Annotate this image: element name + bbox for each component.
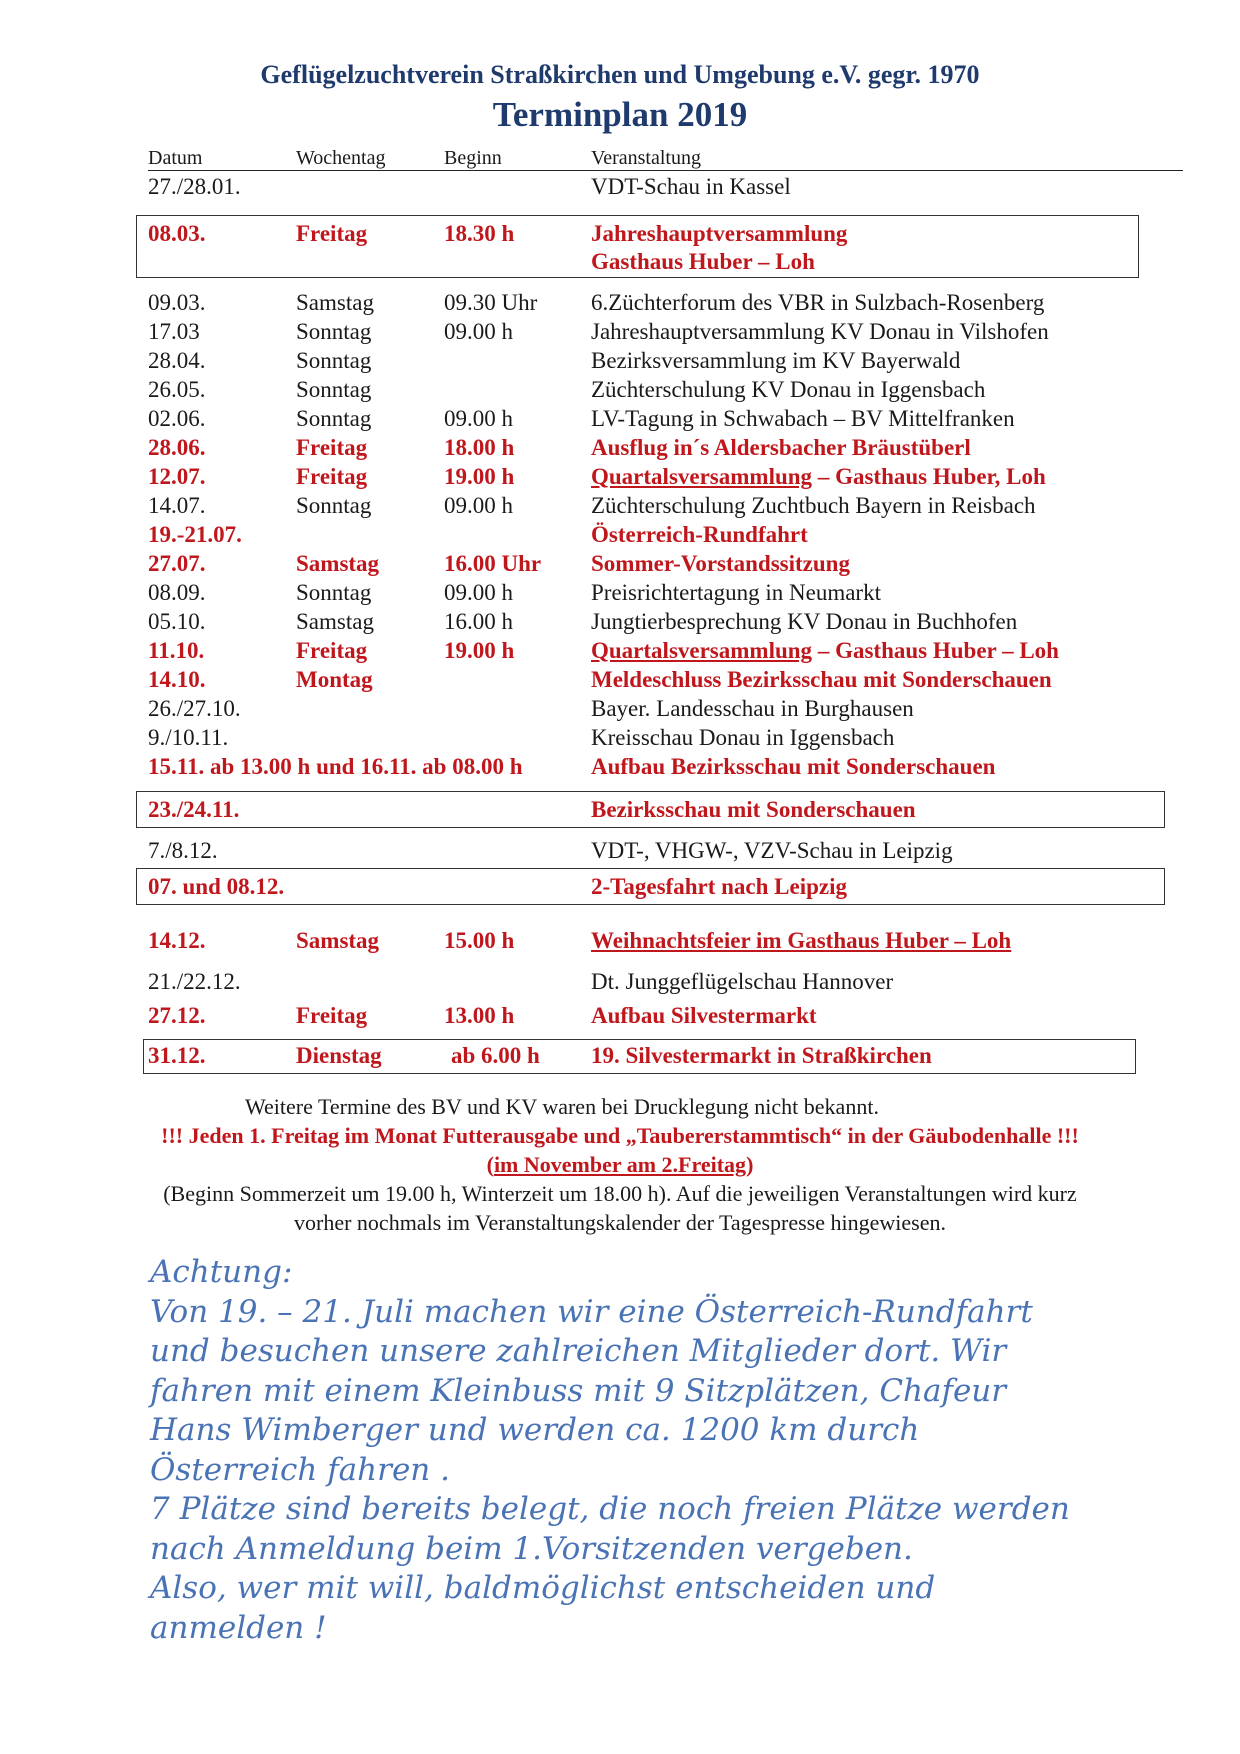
event-title: Jahreshauptversammlung bbox=[591, 221, 848, 246]
event-date: 14.07. bbox=[148, 493, 206, 518]
announcement-line: fahren mit einem Kleinbuss mit 9 Sitzplätzen, Chafeur bbox=[150, 1372, 1007, 1409]
event-row bbox=[148, 289, 1208, 317]
event-title: 6.Züchterforum des VBR in Sulzbach-Rosenberg bbox=[591, 290, 1045, 315]
event-title: Kreisschau Donau in Iggensbach bbox=[591, 725, 895, 750]
event-start: 19.00 h bbox=[444, 638, 515, 663]
event-start: 13.00 h bbox=[444, 1003, 515, 1028]
event-row bbox=[148, 347, 1208, 375]
note-november-text: im November am 2.Freitag bbox=[493, 1152, 747, 1177]
event-date: 14.12. bbox=[148, 928, 206, 953]
event-row bbox=[148, 666, 1208, 694]
event-title: Aufbau Bezirksschau mit Sonderschauen bbox=[591, 754, 996, 779]
event-date: 28.06. bbox=[148, 435, 206, 460]
event-title: LV-Tagung in Schwabach – BV Mittelfranken bbox=[591, 406, 1015, 431]
club-name: Geflügelzuchtverein Straßkirchen und Umgebung e.V. gegr. 1970 bbox=[260, 60, 980, 89]
note-press: vorher nochmals im Veranstaltungskalender der Tagespresse hingewiesen. bbox=[294, 1210, 946, 1235]
event-title: Sommer-Vorstandssitzung bbox=[591, 551, 850, 576]
event-row bbox=[148, 463, 1208, 491]
column-header-weekday: Wochentag bbox=[296, 147, 386, 169]
event-start: 19.00 h bbox=[444, 464, 515, 489]
event-title: Dt. Junggeflügelschau Hannover bbox=[591, 969, 894, 994]
event-weekday: Freitag bbox=[296, 638, 368, 663]
event-title: Weihnachtsfeier im Gasthaus Huber – Loh bbox=[591, 928, 1012, 953]
event-date: 08.03. bbox=[148, 221, 206, 246]
event-date: 11.10. bbox=[148, 638, 205, 663]
event-row bbox=[148, 173, 1208, 201]
event-date: 19.-21.07. bbox=[148, 522, 242, 547]
event-weekday: Dienstag bbox=[296, 1043, 382, 1068]
event-weekday: Freitag bbox=[296, 435, 368, 460]
event-weekday: Samstag bbox=[296, 609, 374, 634]
event-weekday: Freitag bbox=[296, 1003, 368, 1028]
event-title-underlined: Quartalsversammlung bbox=[591, 638, 813, 663]
event-weekday: Sonntag bbox=[296, 319, 372, 344]
event-weekday: Montag bbox=[296, 667, 373, 692]
announcement-line: und besuchen unsere zahlreichen Mitglieder dort. Wir bbox=[150, 1333, 1007, 1369]
event-row bbox=[148, 318, 1208, 346]
note-paren-close: ) bbox=[746, 1152, 754, 1177]
event-title: Ausflug in´s Aldersbacher Bräustüberl bbox=[591, 435, 971, 460]
event-row bbox=[148, 753, 1208, 781]
event-date: 17.03 bbox=[148, 319, 200, 344]
event-date: 7./8.12. bbox=[148, 838, 218, 863]
event-row bbox=[148, 968, 1208, 996]
event-row bbox=[148, 550, 1208, 578]
event-title: Gasthaus Huber – Loh bbox=[591, 249, 815, 274]
event-row bbox=[148, 608, 1208, 636]
event-start: 18.30 h bbox=[444, 221, 515, 246]
event-title bbox=[591, 463, 1046, 491]
event-title: Züchterschulung Zuchtbuch Bayern in Reisbach bbox=[591, 493, 1036, 518]
note-paren-open: ( bbox=[486, 1152, 494, 1177]
event-weekday: Samstag bbox=[296, 928, 380, 953]
event-title: Preisrichtertagung in Neumarkt bbox=[591, 580, 881, 605]
event-title: Jahreshauptversammlung KV Donau in Vilshofen bbox=[591, 319, 1049, 344]
event-date: 15.11. ab 13.00 h und 16.11. ab 08.00 h bbox=[148, 754, 523, 779]
event-weekday: Samstag bbox=[296, 290, 374, 315]
announcement-line: Von 19. – 21. Juli machen wir eine Österreich-Rundfahrt bbox=[150, 1293, 1033, 1330]
announcement-line: Hans Wimberger und werden ca. 1200 km durch bbox=[150, 1412, 920, 1448]
event-row bbox=[148, 521, 1208, 549]
event-title: Meldeschluss Bezirksschau mit Sonderschauen bbox=[591, 667, 1052, 692]
event-date: 26./27.10. bbox=[148, 696, 241, 721]
event-row bbox=[148, 492, 1208, 520]
event-weekday: Freitag bbox=[296, 464, 368, 489]
event-title: Bezirksschau mit Sonderschauen bbox=[591, 797, 916, 822]
event-date: 05.10. bbox=[148, 609, 206, 634]
event-title: Jungtierbesprechung KV Donau in Buchhofen bbox=[591, 609, 1018, 634]
note-other-dates: Weitere Termine des BV und KV waren bei Drucklegung nicht bekannt. bbox=[245, 1094, 879, 1119]
event-title-rest: – Gasthaus Huber, Loh bbox=[812, 464, 1046, 489]
event-row bbox=[148, 434, 1208, 462]
event-date: 21./22.12. bbox=[148, 969, 241, 994]
event-row bbox=[148, 1042, 1208, 1070]
event-row bbox=[148, 796, 1208, 824]
event-title: Züchterschulung KV Donau in Iggensbach bbox=[591, 377, 986, 402]
event-date: 08.09. bbox=[148, 580, 206, 605]
event-start: 09.00 h bbox=[444, 580, 513, 605]
event-weekday: Samstag bbox=[296, 551, 380, 576]
column-header-date: Datum bbox=[148, 147, 203, 169]
announcement bbox=[150, 1253, 1070, 1648]
event-date: 31.12. bbox=[148, 1043, 206, 1068]
event-start: 16.00 Uhr bbox=[444, 551, 542, 576]
event-date: 27./28.01. bbox=[148, 174, 241, 199]
event-weekday: Sonntag bbox=[296, 580, 372, 605]
event-row bbox=[148, 927, 1208, 955]
event-date: 9./10.11. bbox=[148, 725, 229, 750]
event-weekday: Sonntag bbox=[296, 406, 372, 431]
event-start: 09.00 h bbox=[444, 319, 513, 344]
event-date: 02.06. bbox=[148, 406, 206, 431]
event-start: 15.00 h bbox=[444, 928, 515, 953]
page-title: Terminplan 2019 bbox=[492, 95, 748, 134]
event-row bbox=[148, 695, 1208, 723]
event-date: 23./24.11. bbox=[148, 797, 240, 822]
event-title: Österreich-Rundfahrt bbox=[591, 522, 808, 547]
event-row bbox=[148, 220, 1208, 248]
announcement-line: 7 Plätze sind bereits belegt, die noch freien Plätze werden bbox=[150, 1491, 1070, 1527]
column-header-event: Veranstaltung bbox=[591, 147, 701, 169]
event-row-continued bbox=[148, 248, 1208, 276]
announcement-line: Österreich fahren . bbox=[150, 1451, 450, 1488]
event-start: 09.00 h bbox=[444, 493, 513, 518]
event-row bbox=[148, 1002, 1208, 1030]
announcement-line: anmelden ! bbox=[150, 1609, 327, 1646]
event-date: 27.12. bbox=[148, 1003, 206, 1028]
event-title: 2-Tagesfahrt nach Leipzig bbox=[591, 874, 847, 899]
event-start: 09.00 h bbox=[444, 406, 513, 431]
event-weekday: Sonntag bbox=[296, 348, 372, 373]
event-row bbox=[148, 376, 1208, 404]
event-date: 26.05. bbox=[148, 377, 206, 402]
announcement-heading: Achtung: bbox=[150, 1254, 293, 1290]
event-row bbox=[148, 637, 1208, 665]
event-row bbox=[148, 724, 1208, 752]
announcement-line: Also, wer mit will, baldmöglichst entscheiden und bbox=[150, 1570, 936, 1606]
event-title: Bezirksversammlung im KV Bayerwald bbox=[591, 348, 961, 373]
note-november-exception bbox=[0, 1152, 1240, 1178]
event-title-underlined: Quartalsversammlung bbox=[591, 464, 813, 489]
event-start: 18.00 h bbox=[444, 435, 515, 460]
event-title: 19. Silvestermarkt in Straßkirchen bbox=[591, 1043, 932, 1068]
event-date: 14.10. bbox=[148, 667, 206, 692]
event-weekday: Sonntag bbox=[296, 377, 372, 402]
event-date: 07. und 08.12. bbox=[148, 874, 285, 899]
event-row bbox=[148, 873, 1208, 901]
event-row bbox=[148, 405, 1208, 433]
event-title: VDT-, VHGW-, VZV-Schau in Leipzig bbox=[591, 838, 953, 863]
column-header-start: Beginn bbox=[444, 147, 502, 169]
event-weekday: Freitag bbox=[296, 221, 368, 246]
event-title: Bayer. Landesschau in Burghausen bbox=[591, 696, 914, 721]
event-title-rest: – Gasthaus Huber – Loh bbox=[812, 638, 1059, 663]
event-start: ab 6.00 h bbox=[451, 1043, 540, 1068]
event-date: 12.07. bbox=[148, 464, 206, 489]
event-row bbox=[148, 579, 1208, 607]
event-date: 28.04. bbox=[148, 348, 206, 373]
event-title bbox=[591, 637, 1059, 665]
event-title: VDT-Schau in Kassel bbox=[591, 174, 791, 199]
announcement-line: nach Anmeldung beim 1.Vorsitzenden vergeben. bbox=[150, 1530, 913, 1567]
note-monthly-meeting: !!! Jeden 1. Freitag im Monat Futterausgabe und „Taubererstammtisch“ in der Gäubodenhalle !!! bbox=[161, 1123, 1079, 1148]
event-weekday: Sonntag bbox=[296, 493, 372, 518]
event-date: 27.07. bbox=[148, 551, 206, 576]
event-start: 16.00 h bbox=[444, 609, 513, 634]
event-row bbox=[148, 837, 1208, 865]
header-divider bbox=[148, 170, 1183, 171]
event-date: 09.03. bbox=[148, 290, 206, 315]
event-start: 09.30 Uhr bbox=[444, 290, 538, 315]
note-times: (Beginn Sommerzeit um 19.00 h, Winterzeit um 18.00 h). Auf die jeweiligen Veranstaltungen wird kurz bbox=[163, 1181, 1077, 1206]
event-title: Aufbau Silvestermarkt bbox=[591, 1003, 817, 1028]
